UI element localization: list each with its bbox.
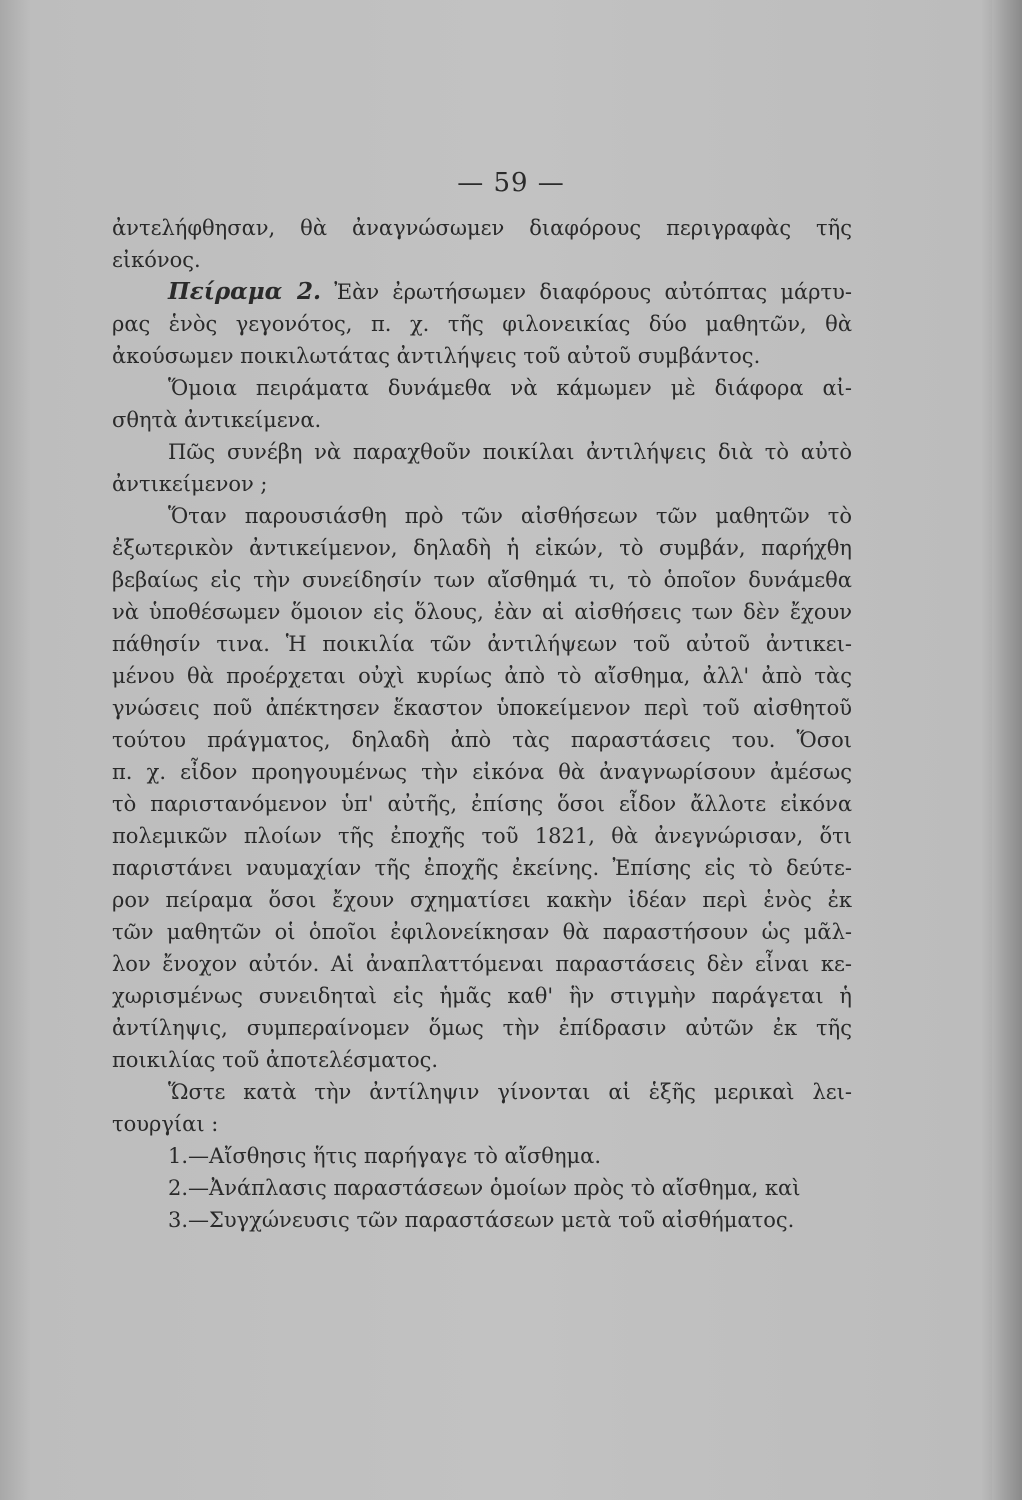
text-line: πάθησίν τινα. Ἡ ποικιλία τῶν ἀντιλήψεων τοῦ αὐτοῦ ἀντικει- [112, 632, 852, 656]
text-line: παριστάνει ναυμαχίαν τῆς ἐποχῆς ἐκείνης. Ἐπίσης εἰς τὸ δεύτε- [112, 856, 852, 880]
page-edge-shadow [992, 0, 1022, 1500]
text-line: χωρισμένως συνειδηταὶ εἰς ἡμᾶς καθ' ἣν στιγμὴν παράγεται ἡ [112, 984, 852, 1008]
list-item: 1.—Αἴσθησις ἥτις παρήγαγε τὸ αἴσθημα. [168, 1144, 602, 1168]
text-line: ἀντελήφθησαν, θὰ ἀναγνώσωμεν διαφόρους περιγραφὰς τῆς [112, 216, 852, 240]
text-line: Ὅταν παρουσιάσθη πρὸ τῶν αἰσθήσεων τῶν μαθητῶν τὸ [168, 504, 852, 528]
text-line: σθητὰ ἀντικείμενα. [112, 408, 322, 432]
text-line: γνώσεις ποῦ ἀπέκτησεν ἕκαστον ὑποκείμενον περὶ τοῦ αἰσθητοῦ [112, 696, 852, 720]
experiment-heading: Πείραμα 2. [168, 278, 321, 305]
text-line: τῶν μαθητῶν οἱ ὁποῖοι ἐφιλονείκησαν θὰ παραστήσουν ὡς μᾶλ- [112, 920, 852, 944]
text-line: τὸ παριστανόμενον ὑπ' αὐτῆς, ἐπίσης ὅσοι εἶδον ἄλλοτε εἰκόνα [112, 792, 852, 816]
page-number: — 59 — [457, 168, 565, 198]
text-line: ρον πείραμα ὅσοι ἔχουν σχηματίσει κακὴν ἰδέαν περὶ ἑνὸς ἐκ [112, 888, 852, 912]
text-line: ἐξωτερικὸν ἀντικείμενον, δηλαδὴ ἡ εἰκών, τὸ συμβάν, παρήχθη [112, 536, 852, 560]
text-line: ποικιλίας τοῦ ἀποτελέσματος. [112, 1048, 439, 1072]
text-line: πολεμικῶν πλοίων τῆς ἐποχῆς τοῦ 1821, θὰ ἀνεγνώρισαν, ὅτι [112, 824, 852, 848]
text-line: ἀντικείμενον ; [112, 472, 268, 496]
heading-continuation: Ἐὰν ἐρωτήσωμεν διαφόρους αὐτόπτας μάρτυ- [320, 280, 852, 304]
list-item: 3.—Συγχώνευσις τῶν παραστάσεων μετὰ τοῦ αἰσθήματος. [168, 1208, 795, 1232]
text-line: π. χ. εἶδον προηγουμένως τὴν εἰκόνα θὰ ἀναγνωρίσουν ἀμέσως [112, 760, 852, 784]
text-line: Ὥστε κατὰ τὴν ἀντίληψιν γίνονται αἱ ἑξῆς μερικαὶ λει- [168, 1080, 852, 1104]
text-line: Πῶς συνέβη νὰ παραχθοῦν ποικίλαι ἀντιλήψεις διὰ τὸ αὐτὸ [168, 440, 852, 464]
text-line: τουργίαι : [112, 1112, 219, 1136]
text-line: βεβαίως εἰς τὴν συνείδησίν των αἴσθημά τι, τὸ ὁποῖον δυνάμεθα [112, 568, 852, 592]
text-line: νὰ ὑποθέσωμεν ὅμοιον εἰς ὅλους, ἐὰν αἱ αἰσθήσεις των δὲν ἔχουν [112, 600, 852, 624]
text-line: ἀντίληψις, συμπεραίνομεν ὅμως τὴν ἐπίδρασιν αὐτῶν ἐκ τῆς [112, 1016, 852, 1040]
text-line: μένου θὰ προέρχεται οὐχὶ κυρίως ἀπὸ τὸ αἴσθημα, ἀλλ' ἀπὸ τὰς [112, 664, 852, 688]
body-text [112, 212, 852, 1236]
text-line: εἰκόνος. [112, 248, 201, 272]
text-line-heading [112, 276, 852, 308]
text-line: Ὅμοια πειράματα δυνάμεθα νὰ κάμωμεν μὲ διάφορα αἰ- [168, 376, 852, 400]
text-line: ρας ἑνὸς γεγονότος, π. χ. τῆς φιλονεικίας δύο μαθητῶν, θὰ [112, 312, 852, 336]
list-item: 2.—Ἀνάπλασις παραστάσεων ὁμοίων πρὸς τὸ αἴσθημα, καὶ [168, 1176, 801, 1200]
text-line: ἀκούσωμεν ποικιλωτάτας ἀντιλήψεις τοῦ αὐτοῦ συμβάντος. [112, 344, 761, 368]
text-line: λον ἔνοχον αὐτόν. Αἱ ἀναπλαττόμεναι παραστάσεις δὲν εἶναι κε- [112, 952, 852, 976]
text-line: τούτου πράγματος, δηλαδὴ ἀπὸ τὰς παραστάσεις του. Ὅσοι [112, 728, 852, 752]
